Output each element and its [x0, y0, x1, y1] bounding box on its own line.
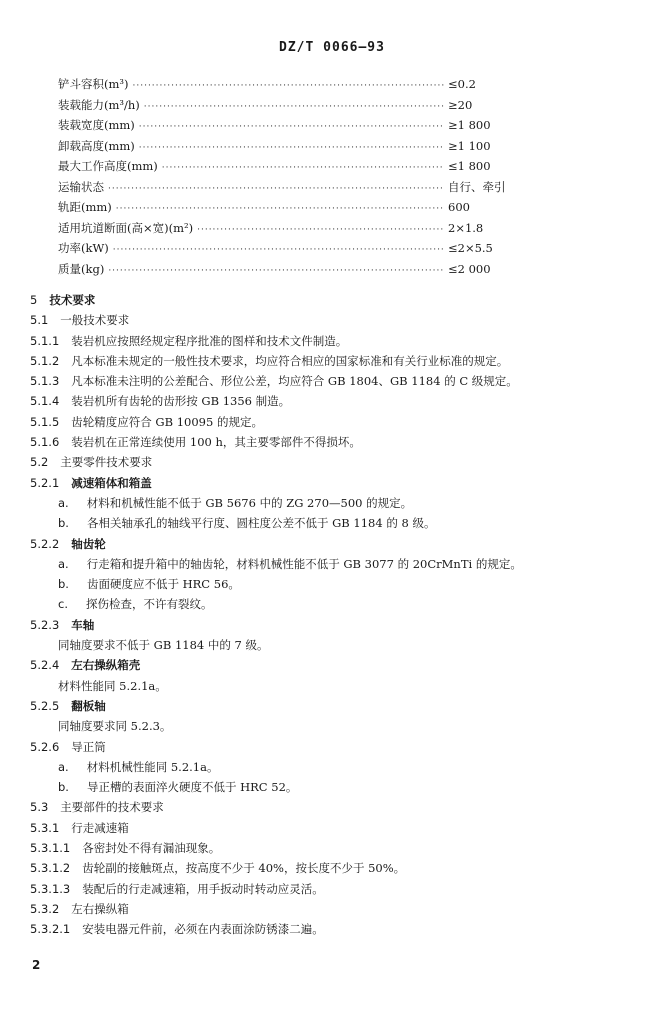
spec-row	[58, 138, 578, 159]
clause-line	[30, 434, 650, 454]
clause-number: a.	[58, 495, 69, 510]
spec-label: 装载宽度(mm)	[58, 118, 135, 132]
clause-number: 5.2.4	[30, 658, 60, 673]
clause-text: 装岩机应按照经规定程序批准的图样和技术文件制造。	[71, 333, 348, 348]
clause-line	[30, 353, 650, 373]
spec-row	[58, 220, 578, 241]
clause-line	[30, 840, 650, 860]
clause-text: 轴齿轮	[71, 536, 106, 551]
clause-line	[30, 901, 650, 921]
clause-line	[30, 475, 650, 495]
spec-row	[58, 158, 578, 179]
clause-number: 5.2.1	[30, 475, 60, 490]
clause-line	[30, 860, 650, 880]
spec-value: ≥20	[448, 97, 473, 112]
clause-text: 装岩机在正常连续使用 100 h，其主要零部件不得损坏。	[71, 435, 361, 450]
dot-leader	[113, 245, 444, 255]
clause-text: 行走减速箱	[71, 820, 129, 835]
clause-text: 车轴	[71, 617, 95, 632]
clause-number: 5.3.2	[30, 901, 60, 916]
clause-number: 5.2	[30, 455, 49, 470]
clause-line	[30, 454, 650, 474]
spec-label: 质量(kg)	[58, 261, 105, 276]
clause-number: 5.1.5	[30, 414, 60, 429]
spec-row	[58, 76, 578, 97]
clause-number: a.	[58, 556, 69, 571]
clause-line	[30, 698, 650, 718]
clause-line	[30, 759, 650, 779]
clause-text: 材料机械性能同 5.2.1a。	[86, 759, 219, 774]
clause-number: 5.3.1.2	[30, 861, 71, 876]
clause-text: 技术要求	[49, 293, 96, 307]
spec-row	[58, 240, 578, 261]
clause-text: 主要部件的技术要求	[60, 800, 164, 815]
clause-number: b.	[58, 780, 69, 795]
spec-label: 运输状态	[58, 179, 104, 194]
clause-number: 5.1.3	[30, 374, 60, 389]
spec-label: 轨距(mm)	[58, 200, 112, 214]
clause-line	[30, 779, 650, 799]
clause-number: b.	[58, 516, 69, 531]
dot-leader	[116, 204, 444, 214]
dot-leader	[162, 163, 444, 173]
spec-value: ≤2 000	[448, 261, 491, 276]
clause-text: 探伤检查，不许有裂纹。	[85, 597, 213, 612]
clause-line	[30, 820, 650, 840]
spec-row	[58, 97, 578, 118]
spec-row	[58, 117, 578, 138]
clause-line	[30, 393, 650, 413]
clause-text: 凡本标准未规定的一般性技术要求，均应符合相应的国家标准和有关行业标准的规定。	[71, 353, 509, 368]
clause-number: 5	[30, 293, 38, 307]
spec-label: 卸载高度(mm)	[58, 138, 135, 153]
clause-text: 减速箱体和箱盖	[71, 475, 152, 490]
clause-text: 导正筒	[71, 739, 106, 754]
spec-value: ≤0.2	[448, 77, 476, 91]
clause-text: 齿轮精度应符合 GB 10095 的规定。	[71, 414, 263, 429]
clause-line	[30, 333, 650, 353]
clause-number: 5.3.1.3	[30, 881, 71, 896]
clause-text-line	[30, 718, 650, 738]
dot-leader	[144, 102, 444, 112]
clause-line	[30, 881, 650, 901]
spec-value: ≥1 800	[448, 118, 491, 132]
clause-line	[30, 657, 650, 677]
spec-value: 2×1.8	[448, 220, 484, 235]
clause-text: 行走箱和提升箱中的轴齿轮，材料机械性能不低于 GB 3077 的 20CrMnTi 的规定。	[86, 556, 522, 571]
clause-line	[30, 739, 650, 759]
clause-text: 齿轮副的接触斑点，按高度不少于 40%，按长度不少于 50%。	[82, 861, 406, 876]
page-number: 2	[32, 958, 41, 972]
clause-number: 5.3.2.1	[30, 922, 71, 937]
clause-text: 左右操纵箱	[71, 901, 129, 916]
clause-number: 5.2.6	[30, 739, 60, 754]
clause-number: c.	[58, 597, 68, 612]
clause-text: 主要零件技术要求	[60, 455, 153, 470]
clause-number: 5.2.3	[30, 617, 60, 632]
clause-text-line	[30, 678, 650, 698]
spec-value: 600	[448, 200, 470, 214]
dot-leader	[108, 266, 444, 276]
clause-text: 一般技术要求	[60, 313, 130, 328]
clause-text: 材料性能同 5.2.1a。	[58, 678, 167, 693]
spec-value: ≤1 800	[448, 159, 491, 173]
spec-label: 适用坑道断面(高×宽)(m²)	[58, 220, 194, 235]
clause-number: 5.1.1	[30, 333, 60, 348]
clause-line	[30, 596, 650, 616]
clause-number: 5.1.6	[30, 435, 60, 450]
spec-row	[58, 199, 578, 220]
requirements-body	[30, 292, 650, 942]
clause-line	[30, 799, 650, 819]
spec-label: 装载能力(m³/h)	[58, 97, 140, 112]
clause-line	[30, 414, 650, 434]
clause-line	[30, 617, 650, 637]
clause-text: 左右操纵箱壳	[71, 658, 141, 673]
clause-text-line	[30, 637, 650, 657]
spec-value: ≤2×5.5	[448, 241, 493, 255]
dot-leader	[139, 143, 444, 153]
spec-label: 功率(kW)	[58, 241, 109, 255]
clause-number: 5.1.2	[30, 353, 60, 368]
clause-text: 材料和机械性能不低于 GB 5676 中的 ZG 270—500 的规定。	[86, 495, 413, 510]
spec-value: ≥1 100	[448, 138, 491, 153]
clause-number: 5.3.1	[30, 820, 60, 835]
spec-value: 自行、牵引	[448, 179, 506, 194]
dot-leader	[197, 225, 444, 235]
spec-label: 最大工作高度(mm)	[58, 159, 158, 173]
clause-text: 同轴度要求不低于 GB 1184 中的 7 级。	[58, 638, 269, 653]
clause-line	[30, 292, 650, 312]
standard-code-header: DZ/T 0066—93	[279, 40, 385, 55]
clause-line	[30, 921, 650, 941]
clause-text: 翻板轴	[71, 698, 106, 713]
clause-text: 装配后的行走减速箱，用手扳动时转动应灵活。	[82, 881, 324, 896]
clause-line	[30, 373, 650, 393]
spec-label: 铲斗容积(m³)	[58, 77, 129, 91]
spec-row	[58, 261, 578, 282]
clause-text: 安装电器元件前，必须在内表面涂防锈漆二遍。	[82, 922, 324, 937]
clause-number: 5.3	[30, 800, 49, 815]
clause-text: 各密封处不得有漏油现象。	[82, 841, 221, 856]
clause-text: 同轴度要求同 5.2.3。	[58, 719, 172, 734]
clause-text: 各相关轴承孔的轴线平行度、圆柱度公差不低于 GB 1184 的 8 级。	[86, 516, 436, 531]
clause-number: 5.1	[30, 313, 49, 328]
clause-line	[30, 536, 650, 556]
clause-number: 5.2.2	[30, 536, 60, 551]
clause-line	[30, 556, 650, 576]
clause-text: 导正槽的表面淬火硬度不低于 HRC 52。	[86, 780, 298, 795]
clause-number: b.	[58, 577, 69, 592]
clause-number: a.	[58, 759, 69, 774]
clause-line	[30, 495, 650, 515]
clause-line	[30, 576, 650, 596]
clause-number: 5.1.4	[30, 394, 60, 409]
clause-number: 5.3.1.1	[30, 841, 71, 856]
spec-list	[58, 76, 578, 281]
dot-leader	[108, 184, 444, 194]
clause-text: 装岩机所有齿轮的齿形按 GB 1356 制造。	[71, 394, 291, 409]
dot-leader	[133, 81, 445, 91]
clause-number: 5.2.5	[30, 698, 60, 713]
clause-text: 凡本标准未注明的公差配合、形位公差，均应符合 GB 1804、GB 1184 的 C 级规定。	[71, 374, 518, 389]
spec-row	[58, 179, 578, 200]
dot-leader	[139, 122, 444, 132]
clause-text: 齿面硬度应不低于 HRC 56。	[86, 577, 240, 592]
clause-line	[30, 515, 650, 535]
clause-line	[30, 312, 650, 332]
